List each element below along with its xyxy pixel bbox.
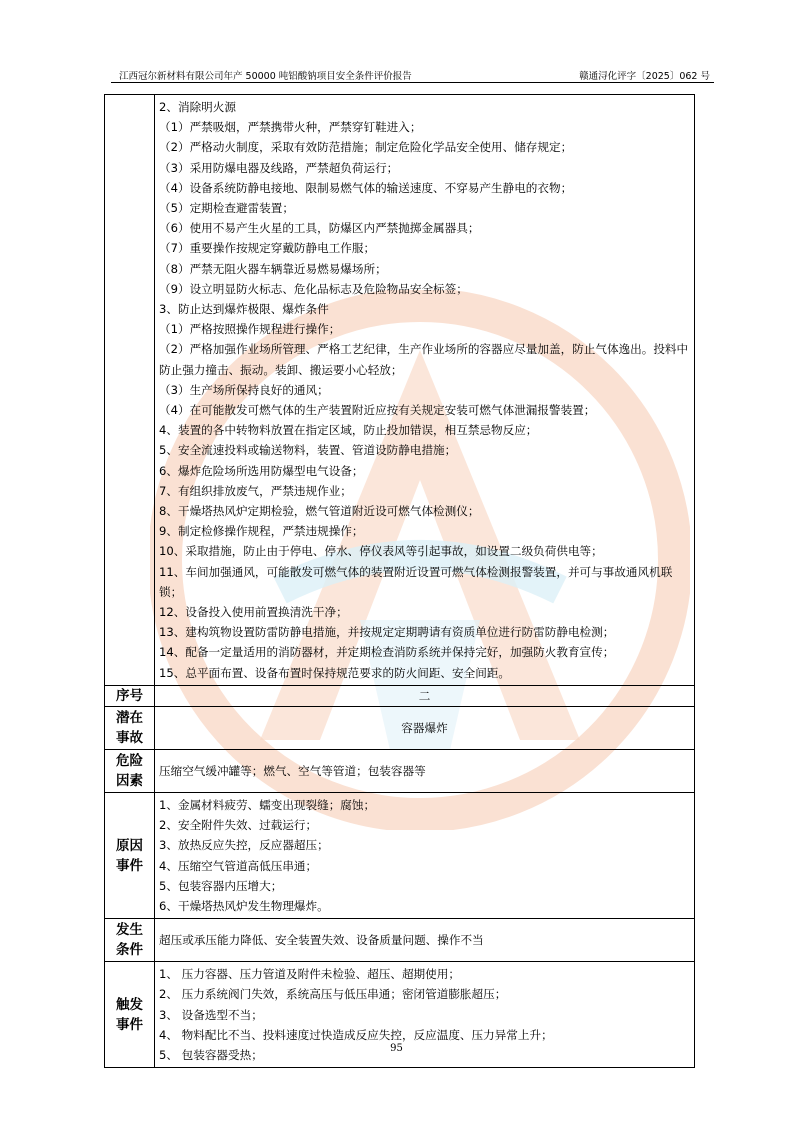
list-item: 4、压缩空气管道高低压串通； <box>159 858 318 873</box>
list-item: 5、 包装容器受热； <box>159 1047 263 1062</box>
list-item: 5、包装容器内压增大； <box>159 878 283 893</box>
accident-label: 潜在事故 <box>105 706 155 749</box>
trigger-label: 触发事件 <box>105 962 155 1068</box>
page-header <box>111 66 714 83</box>
condition-row <box>105 919 695 962</box>
list-item: 3、防止达到爆炸极限、爆炸条件 <box>159 302 329 317</box>
measures-label-cell <box>105 95 155 686</box>
list-item: （5）定期检查避雷装置； <box>159 201 294 216</box>
list-item: 8、干燥塔热风炉定期检验，燃气管道附近设可燃气体检测仪； <box>159 504 480 519</box>
cause-list-cell <box>155 792 695 918</box>
list-item: 4、 物料配比不当、投料速度过快造成反应失控，反应温度、压力异常上升； <box>159 1027 553 1042</box>
list-item: 3、放热反应失控，反应器超压； <box>159 838 329 853</box>
safety-analysis-table <box>104 94 695 1068</box>
list-item: 2、 压力系统阀门失效，系统高压与低压串通；密闭管道膨胀超压； <box>159 987 507 1002</box>
seq-row <box>105 685 695 706</box>
list-item: （6）使用不易产生火星的工具，防爆区内严禁抛掷金属器具； <box>159 221 480 236</box>
seq-value: 二 <box>155 685 695 706</box>
list-item: 6、爆炸危险场所选用防爆型电气设备； <box>159 463 364 478</box>
header-document-number: 赣通浔化评字〔2025〕062 号 <box>579 71 710 82</box>
list-item: 11、车间加强通风，可能散发可燃气体的装置附近设置可燃气体检测报警装置，并可与事故通风机联锁； <box>159 564 673 599</box>
list-item: （2）严格加强作业场所管理、严格工艺纪律，生产作业场所的容器应尽量加盖，防止气体逸出。投料中防止强力撞击、振动。装卸、搬运要小心轻放； <box>159 342 689 377</box>
list-item: （8）严禁无阻火器车辆靠近易燃易爆场所； <box>159 261 387 276</box>
condition-label: 发生条件 <box>105 919 155 962</box>
cause-label: 原因事件 <box>105 792 155 918</box>
hazard-row <box>105 749 695 792</box>
list-item: （4）在可能散发可燃气体的生产装置附近应按有关规定安装可燃气体泄漏报警装置； <box>159 403 596 418</box>
hazard-value: 压缩空气缓冲罐等；燃气、空气等管道；包装容器等 <box>155 749 695 792</box>
list-item: （9）设立明显防火标志、危化品标志及危险物品安全标签； <box>159 281 468 296</box>
cause-row <box>105 792 695 918</box>
list-item: 1、金属材料疲劳、蠕变出现裂缝；腐蚀； <box>159 797 376 812</box>
list-item: 1、 压力容器、压力管道及附件未检验、超压、超期使用； <box>159 967 460 982</box>
list-item: （1）严禁吸烟，严禁携带火种，严禁穿钉鞋进入； <box>159 120 422 135</box>
list-item: （2）严格动火制度，采取有效防范措施；制定危险化学品安全使用、储存规定； <box>159 140 573 155</box>
condition-value: 超压或承压能力降低、安全装置失效、设备质量问题、操作不当 <box>155 919 695 962</box>
list-item: 13、建构筑物设置防雷防静电措施，并按规定定期聘请有资质单位进行防雷防静电检测； <box>159 625 615 640</box>
list-item: 2、安全附件失效、过载运行； <box>159 818 318 833</box>
list-item: 5、安全流速投料或输送物料，装置、管道设防静电措施； <box>159 443 457 458</box>
list-item: 15、总平面布置、设备布置时保持规范要求的防火间距、安全间距。 <box>159 665 510 680</box>
list-item: （3）生产场所保持良好的通风； <box>159 382 329 397</box>
list-item: 9、制定检修操作规程，严禁违规操作； <box>159 524 364 539</box>
list-item: （4）设备系统防静电接地、限制易燃气体的输送速度、不穿易产生静电的衣物； <box>159 180 573 195</box>
hazard-label: 危险因素 <box>105 749 155 792</box>
list-item: 4、装置的各中转物料放置在指定区域，防止投加错误，相互禁忌物反应； <box>159 423 538 438</box>
measures-row <box>105 95 695 686</box>
accident-value: 容器爆炸 <box>155 706 695 749</box>
seq-label: 序号 <box>105 685 155 706</box>
accident-row <box>105 706 695 749</box>
list-item: 10、采取措施，防止由于停电、停水、停仪表风等引起事故，如设置二级负荷供电等； <box>159 544 603 559</box>
list-item: 3、 设备选型不当； <box>159 1007 263 1022</box>
page-number: 95 <box>390 1043 403 1054</box>
list-item: （7）重要操作按规定穿戴防静电工作服； <box>159 241 376 256</box>
list-item: 12、设备投入使用前置换清洗干净； <box>159 605 348 620</box>
list-item: 7、有组织排放废气，严禁违规作业； <box>159 483 352 498</box>
list-item: 6、干燥塔热风炉发生物理爆炸。 <box>159 898 329 913</box>
list-item: （1）严格按照操作规程进行操作； <box>159 322 341 337</box>
list-item: （3）采用防爆电器及线路，严禁超负荷运行； <box>159 160 399 175</box>
list-item: 2、消除明火源 <box>159 100 236 114</box>
measures-list-cell <box>155 95 695 686</box>
header-report-title: 江西冠尔新材料有限公司年产 50000 吨铝酸钠项目安全条件评价报告 <box>119 71 412 82</box>
list-item: 14、配备一定量适用的消防器材，并定期检查消防系统并保持完好，加强防火教育宣传； <box>159 645 615 660</box>
